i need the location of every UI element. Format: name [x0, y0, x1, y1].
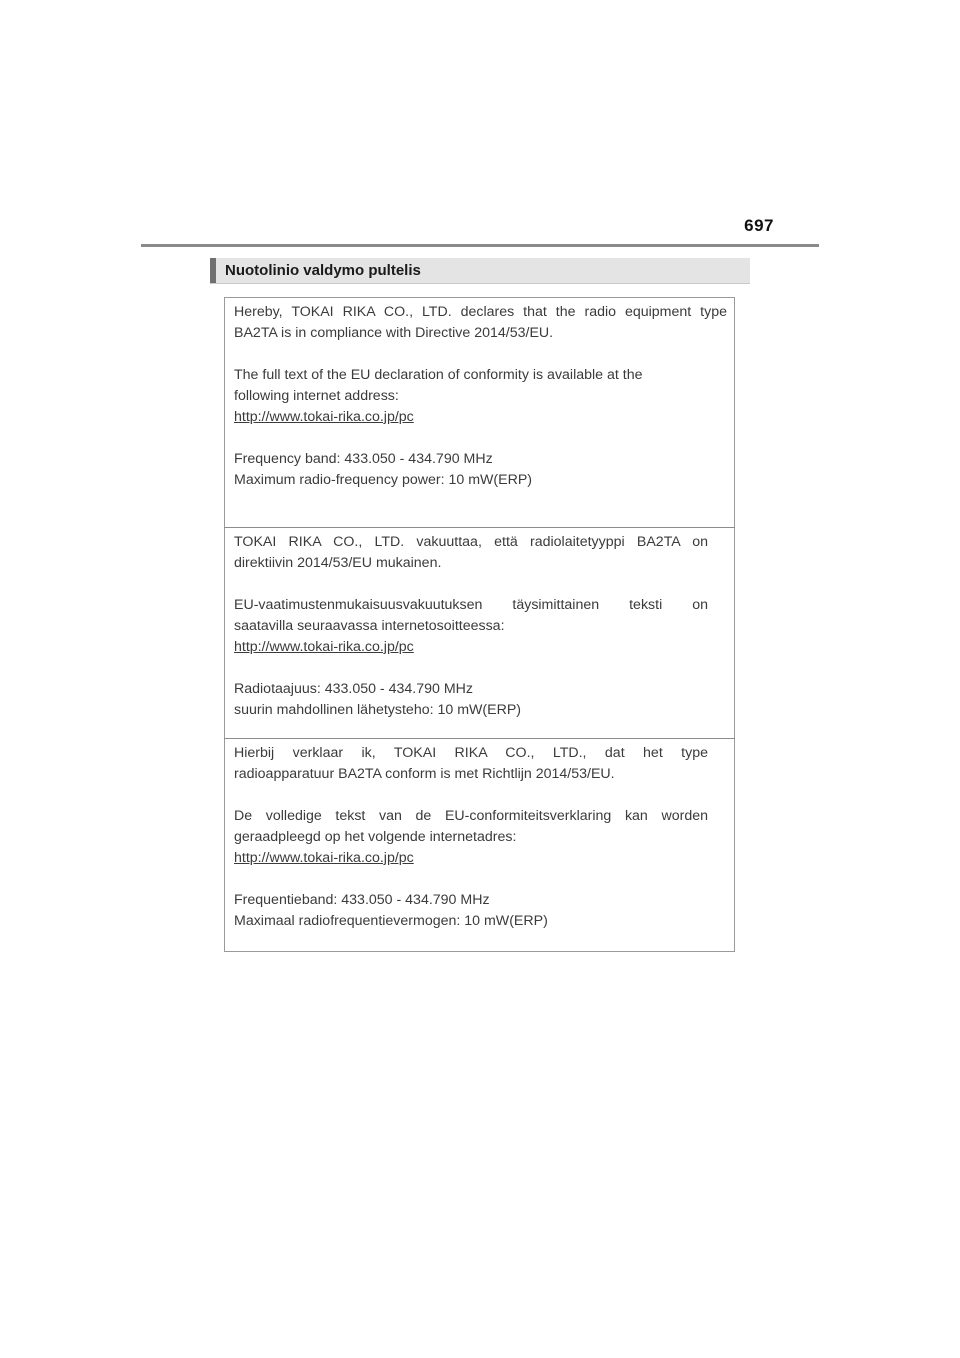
frequency-band: Frequentieband: 433.050 - 434.790 MHz — [234, 892, 490, 908]
max-power: suurin mahdollinen lähetysteho: 10 mW(ERP) — [234, 702, 522, 718]
declaration-line: Hereby, TOKAI RIKA CO., LTD. declares that the radio equipment type — [234, 304, 727, 320]
section-title: Nuotolinio valdymo pultelis — [225, 262, 421, 279]
declaration-block-finnish — [234, 532, 708, 721]
frequency-band: Frequency band: 433.050 - 434.790 MHz — [234, 451, 493, 467]
declaration-line: following internet address: — [234, 388, 399, 404]
declaration-line: EU-vaatimustenmukaisuusvakuutuksen täysimittainen teksti on — [234, 597, 708, 613]
declaration-line: direktiivin 2014/53/EU mukainen. — [234, 555, 442, 571]
declaration-url-link[interactable]: http://www.tokai-rika.co.jp/pc — [234, 850, 414, 866]
frequency-band: Radiotaajuus: 433.050 - 434.790 MHz — [234, 681, 473, 697]
declaration-line: saatavilla seuraavassa internetosoitteessa: — [234, 618, 505, 634]
declaration-line: geraadpleegd op het volgende internetadres: — [234, 829, 517, 845]
declaration-line: BA2TA is in compliance with Directive 2014/53/EU. — [234, 325, 554, 341]
page-number: 697 — [744, 216, 774, 235]
max-power: Maximaal radiofrequentievermogen: 10 mW(ERP) — [234, 913, 548, 929]
header-rule — [141, 244, 819, 247]
block-divider — [224, 738, 735, 739]
declaration-url-link[interactable]: http://www.tokai-rika.co.jp/pc — [234, 409, 414, 425]
declaration-line: The full text of the EU declaration of conformity is available at the — [234, 367, 643, 383]
declaration-box — [224, 297, 735, 952]
declaration-line: radioapparatuur BA2TA conform is met Richtlijn 2014/53/EU. — [234, 766, 615, 782]
declaration-block-english — [234, 302, 727, 491]
declaration-line: Hierbij verklaar ik, TOKAI RIKA CO., LTD., dat het type — [234, 745, 708, 761]
declaration-line: De volledige tekst van de EU-conformiteitsverklaring kan worden — [234, 808, 708, 824]
block-divider — [224, 527, 735, 528]
max-power: Maximum radio-frequency power: 10 mW(ERP) — [234, 472, 533, 488]
declaration-line: TOKAI RIKA CO., LTD. vakuuttaa, että radiolaitetyyppi BA2TA on — [234, 534, 708, 550]
section-heading-bar — [210, 258, 216, 283]
declaration-url-link[interactable]: http://www.tokai-rika.co.jp/pc — [234, 639, 414, 655]
section-heading — [210, 258, 750, 284]
declaration-block-dutch — [234, 743, 708, 932]
